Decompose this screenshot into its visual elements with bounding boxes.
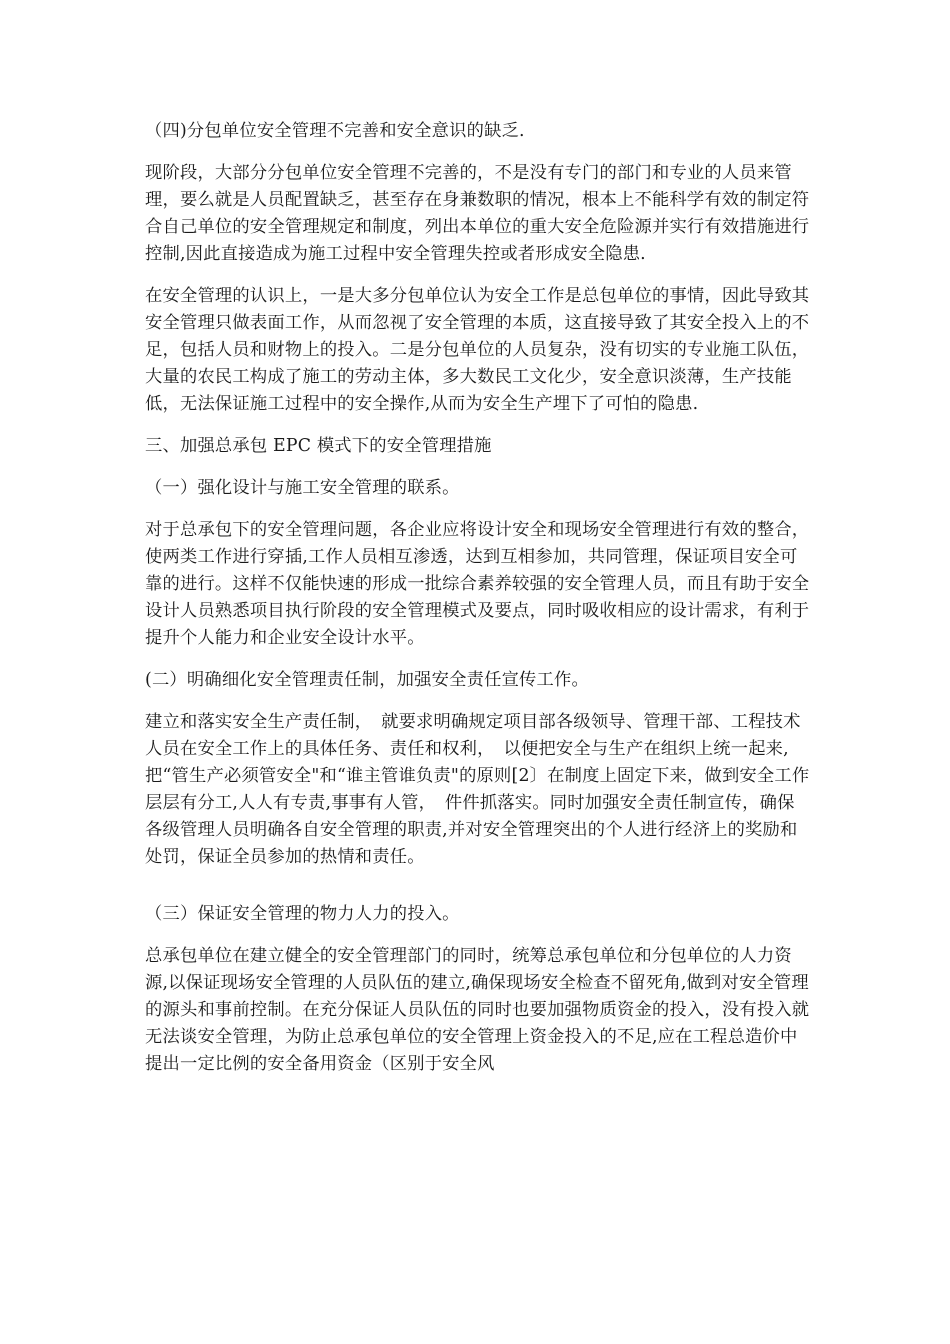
body-paragraph: 对于总承包下的安全管理问题，各企业应将设计安全和现场安全管理进行有效的整合，使两类工作进行穿插,工作人员相互渗透，达到互相参加，共同管理，保证项目安全可靠的进行。这样不仅能快速的形成一批综合素养较强的安全管理人员，而且有助于安全设计人员熟悉项目执行阶段的安全管理模式及要点，同时吸收相应的设计需求，有利于提升个人能力和企业安全设计水平。 bbox=[145, 520, 810, 648]
body-paragraph: 现阶段，大部分分包单位安全管理不完善的，不是没有专门的部门和专业的人员来管理，要么就是人员配置缺乏，甚至存在身兼数职的情况，根本上不能科学有效的制定符合自己单位的安全管理规定和制度，列出本单位的重大安全危险源并实行有效措施进行控制,因此直接造成为施工过程中安全管理失控或者形成安全隐患. bbox=[145, 163, 810, 264]
subsection-heading-1: （一）强化设计与施工安全管理的联系。 bbox=[145, 478, 460, 498]
body-paragraph: 总承包单位在建立健全的安全管理部门的同时，统筹总承包单位和分包单位的人力资源,以保证现场安全管理的人员队伍的建立,确保现场安全检查不留死角,做到对安全管理的源头和事前控制。在充分保证人员队伍的同时也要加强物质资金的投入，没有投入就无法谈安全管理，为防止总承包单位的安全管理上资金投入的不足,应在工程总造价中提出一定比例的安全备用资金（区别于安全风 bbox=[145, 946, 810, 1074]
body-paragraph: 建立和落实安全生产责任制， 就要求明确规定项目部各级领导、管理干部、工程技术人员在安全工作上的具体任务、责任和权利， 以便把安全与生产在组织上统一起来,把“管生产必须管安全"和“谁主管谁负责"的原则[2〕在制度上固定下来，做到安全工作层层有分工,人人有专责,事事有人管， 件件抓落实。同时加强安全责任制宣传，确保各级管理人员明确各自安全管理的职责,并对安全管理突出的个人进行经济上的奖励和处罚，保证全员参加的热情和责任。 bbox=[145, 712, 810, 867]
subsection-heading-2: (二）明确细化安全管理责任制，加强安全责任宣传工作。 bbox=[145, 670, 589, 690]
document-body bbox=[145, 118, 810, 1078]
subsection-heading-3: （三）保证安全管理的物力人力的投入。 bbox=[145, 904, 460, 924]
section-heading-3: 三、加强总承包 EPC 模式下的安全管理措施 bbox=[145, 436, 492, 456]
body-paragraph: 在安全管理的认识上，一是大多分包单位认为安全工作是总包单位的事情，因此导致其安全管理只做表面工作，从而忽视了安全管理的本质，这直接导致了其安全投入上的不足，包括人员和财物上的投入。二是分包单位的人员复杂，没有切实的专业施工队伍，大量的农民工构成了施工的劳动主体，多大数民工文化少，安全意识淡薄，生产技能低，无法保证施工过程中的安全操作,从而为安全生产埋下了可怕的隐患. bbox=[145, 286, 810, 414]
section-heading-4: （四)分包单位安全管理不完善和安全意识的缺乏. bbox=[145, 121, 525, 141]
